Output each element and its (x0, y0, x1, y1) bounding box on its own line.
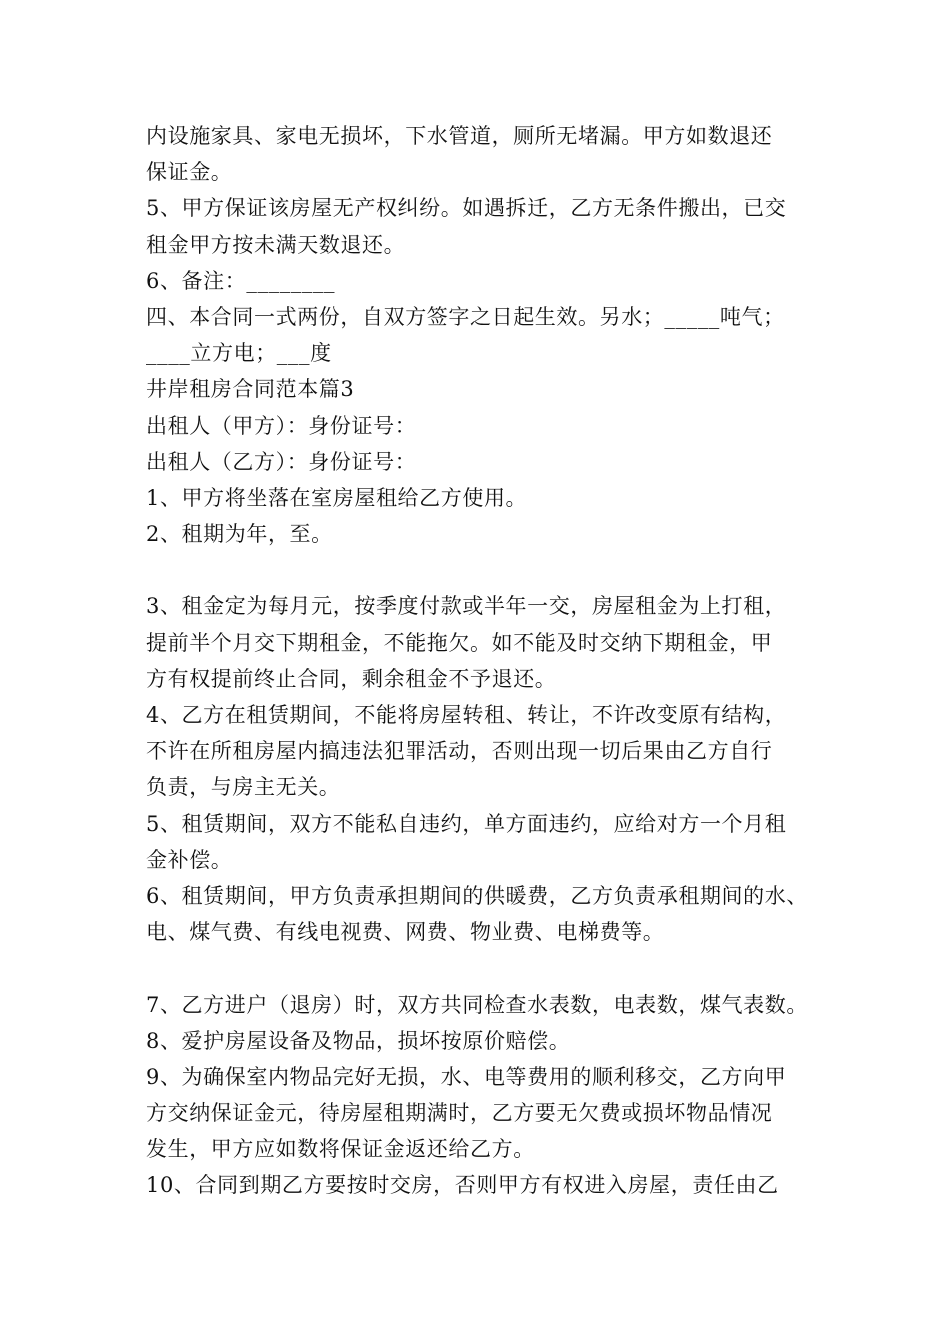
text-line: 内设施家具、家电无损坏，下水管道，厕所无堵漏。甲方如数退还 (146, 124, 773, 148)
document-body (146, 118, 836, 1204)
text-line: 9、为确保室内物品完好无损，水、电等费用的顺利移交，乙方向甲 (146, 1064, 787, 1089)
text-line: 提前半个月交下期租金，不能拖欠。如不能及时交纳下期租金，甲 (146, 630, 773, 655)
text-line: 负责，与房主无关。 (146, 775, 341, 800)
text-line: 5、租赁期间，双方不能私自违约，单方面违约，应给对方一个月租 (146, 811, 787, 836)
text-line: 方有权提前终止合同，剩余租金不予退还。 (146, 666, 557, 691)
text-line: 5、甲方保证该房屋无产权纠纷。如遇拆迁，乙方无条件搬出，已交 (146, 196, 787, 221)
blank-line (146, 950, 836, 986)
text-line: 2、租期为年，至。 (146, 522, 333, 547)
section-heading: 井岸租房合同范本篇3 (146, 377, 355, 402)
text-line: 1、甲方将坐落在室房屋租给乙方使用。 (146, 485, 528, 510)
text-line: 发生，甲方应如数将保证金返还给乙方。 (146, 1137, 535, 1162)
text-line: 四、本合同一式两份，自双方签字之日起生效。另水；_____吨气； (146, 304, 785, 329)
text-line: 不许在所租房屋内搞违法犯罪活动，否则出现一切后果由乙方自行 (146, 739, 773, 764)
text-line: 3、租金定为每月元，按季度付款或半年一交，房屋租金为上打租， (146, 594, 787, 619)
text-line: 租金甲方按未满天数退还。 (146, 232, 406, 257)
text-line: 出租人（甲方）：身份证号： (146, 413, 417, 438)
text-line: 出租人（乙方）：身份证号： (146, 449, 417, 474)
text-line: 6、备注：________ (146, 268, 336, 293)
text-line: ____立方电；___度 (146, 341, 332, 366)
text-line: 8、爱护房屋设备及物品，损坏按原价赔偿。 (146, 1028, 571, 1053)
text-line: 10、合同到期乙方要按时交房，否则甲方有权进入房屋，责任由乙 (146, 1173, 779, 1198)
text-line: 金补偿。 (146, 847, 233, 872)
text-line: 6、租赁期间，甲方负责承担期间的供暖费，乙方负责承租期间的水、 (146, 883, 808, 908)
text-line: 保证金。 (146, 160, 233, 185)
text-line: 4、乙方在租赁期间，不能将房屋转租、转让，不许改变原有结构， (146, 703, 787, 727)
text-line: 7、乙方进户（退房）时，双方共同检查水表数，电表数，煤气表数。 (146, 992, 808, 1017)
blank-line (146, 552, 836, 588)
text-line: 方交纳保证金元，待房屋租期满时，乙方要无欠费或损坏物品情况 (146, 1101, 773, 1126)
text-line: 电、煤气费、有线电视费、网费、物业费、电梯费等。 (146, 920, 665, 945)
